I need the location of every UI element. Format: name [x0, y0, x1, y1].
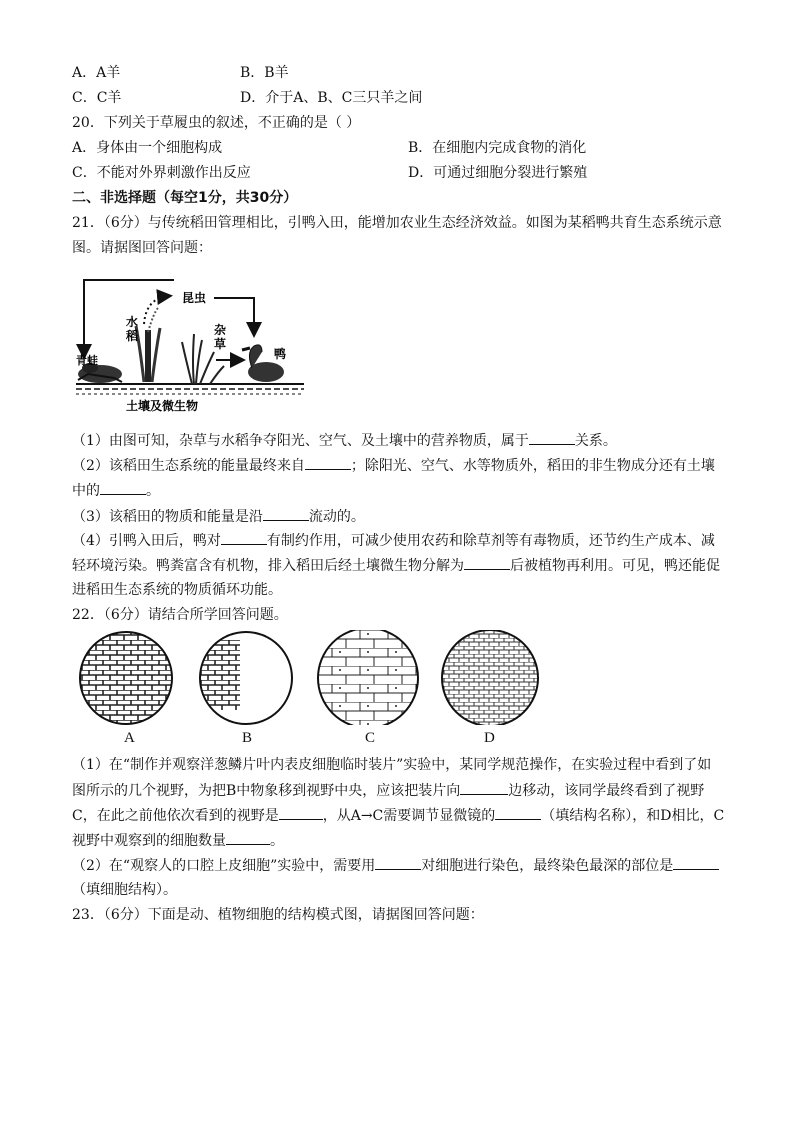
- q20-stem: 20．下列关于草履虫的叙述，不正确的是（ ）: [72, 115, 361, 131]
- label-duck: 鸭: [274, 347, 287, 361]
- label-soil: 土壤及微生物: [126, 399, 199, 413]
- q21-part-3: （3）该稻田的物质和能量是沿 流动的。: [72, 506, 365, 527]
- q22-stem: 22．（6分）请结合所学回答问题。: [72, 607, 288, 623]
- answer-blank[interactable]: [279, 805, 323, 820]
- view-label-d: D: [484, 730, 495, 746]
- answer-blank[interactable]: [529, 430, 575, 445]
- answer-blank[interactable]: [305, 455, 351, 470]
- q22-part-1-cont: 图所示的几个视野，为把B中物象移到视野中央，应该把装片向 边移动，该同学最终看到了视野: [72, 780, 704, 801]
- view-d: [432, 630, 552, 725]
- q20-option-a: A．身体由一个细胞构成: [72, 140, 223, 156]
- answer-blank[interactable]: [375, 855, 421, 870]
- answer-blank[interactable]: [673, 855, 719, 870]
- section-heading: 二、非选择题（每空1分，共30分）: [72, 190, 298, 206]
- answer-blank[interactable]: [221, 530, 267, 545]
- q21-part-1: （1）由图可知，杂草与水稻争夺阳光、空气、及土壤中的营养物质，属于 关系。: [72, 430, 617, 451]
- label-weed-2: 草: [214, 337, 227, 351]
- q21-stem-1: 21．（6分）与传统稻田管理相比，引鸭入田，能增加农业生态经济效益。如图为某稻鸭共育生态系统示意: [72, 215, 722, 231]
- rice-illustration: [136, 308, 160, 382]
- view-label-c: C: [365, 730, 376, 746]
- answer-blank[interactable]: [464, 555, 510, 570]
- label-weed-1: 杂: [214, 323, 227, 337]
- q22-part-2: （2）在“观察人的口腔上皮细胞”实验中，需要用 对细胞进行染色，最终染色最深的部位是: [72, 855, 719, 876]
- q22-part-1: （1）在“制作并观察洋葱鳞片叶内表皮细胞临时装片”实验中，某同学规范操作，在实验过程中看到了如: [72, 757, 712, 773]
- q21-stem-2: 图。请据图回答问题：: [72, 240, 212, 256]
- q22-part-1-end: 视野中观察到的细胞数量 。: [72, 830, 284, 851]
- q21-part-4-cont: 轻环境污染。鸭粪富含有机物，排入稻田后经土壤微生物分解为 后被植物再利用。可见，鸭还能促: [72, 555, 720, 576]
- q20-option-b: B．在细胞内完成食物的消化: [408, 140, 587, 156]
- q20-option-d: D．可通过细胞分裂进行繁殖: [408, 165, 588, 181]
- rice-duck-ecosystem-figure: [74, 268, 314, 416]
- label-rice-2: 稻: [126, 329, 139, 343]
- label-insect: 昆虫: [182, 291, 207, 305]
- microscope-views-figure: [72, 630, 552, 750]
- q22-part-2-end: （填细胞结构）。: [72, 882, 177, 898]
- q21-part-2-cont: 中的 。: [72, 480, 160, 501]
- q23-stem: 23．（6分）下面是动、植物细胞的结构模式图，请据图回答问题：: [72, 907, 484, 923]
- q19-option-a: A．A羊: [72, 65, 121, 81]
- q19-option-d: D．介于A、B、C三只羊之间: [240, 90, 423, 106]
- answer-blank[interactable]: [100, 480, 146, 495]
- label-frog: 青蛙: [76, 354, 98, 367]
- view-label-b: B: [242, 730, 253, 746]
- view-label-a: A: [124, 730, 135, 746]
- label-rice-1: 水: [126, 315, 139, 329]
- q19-option-b: B．B羊: [240, 65, 289, 81]
- q20-option-c: C．不能对外界刺激作出反应: [72, 165, 251, 181]
- q19-option-c: C．C羊: [72, 90, 122, 106]
- answer-blank[interactable]: [495, 805, 541, 820]
- q21-part-2: （2）该稻田生态系统的能量最终来自 ；除阳光、空气、水等物质外，稻田的非生物成分还有土壤: [72, 455, 715, 476]
- q22-part-1-cont2: C，在此之前他依次看到的视野是 ，从A→C需要调节显微镜的 （填结构名称），和D相比，C: [72, 805, 724, 826]
- answer-blank[interactable]: [460, 780, 508, 795]
- view-c: [312, 630, 432, 725]
- answer-blank[interactable]: [226, 830, 270, 845]
- q21-part-4: （4）引鸭入田后，鸭对 有制约作用，可减少使用农药和除草剂等有毒物质，还节约生产成本、减: [72, 530, 715, 551]
- answer-blank[interactable]: [263, 506, 309, 521]
- view-a: [72, 630, 182, 725]
- view-b: [200, 632, 292, 724]
- q21-part-4-end: 进稻田生态系统的物质循环功能。: [72, 582, 282, 598]
